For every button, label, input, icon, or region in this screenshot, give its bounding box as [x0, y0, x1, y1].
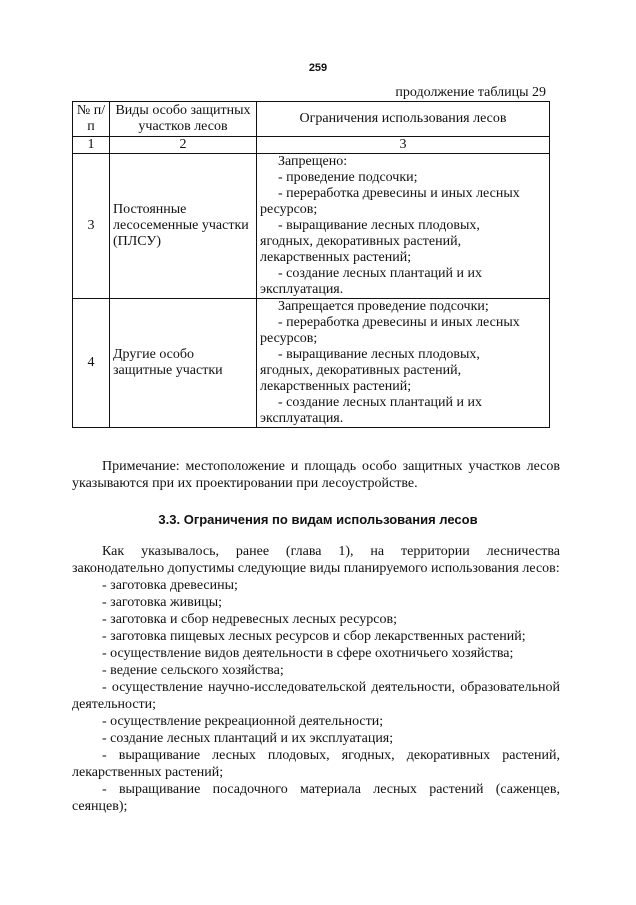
restriction-line: - создание лесных плантаций и их — [278, 266, 482, 281]
index-cell: 2 — [110, 137, 257, 154]
usage-list — [72, 577, 560, 815]
table-header-row — [73, 102, 550, 137]
header-restrictions: Ограничения использования лесов — [257, 102, 550, 137]
intro-paragraph: Как указывалось, ранее (глава 1), на территории лесничества законодательно допустимы следующие виды планируемого использования лесов: — [72, 544, 560, 576]
usage-list-item: - ведение сельского хозяйства; — [102, 663, 284, 678]
usage-list-item: - заготовка древесины; — [102, 578, 238, 593]
restriction-line: эксплуатация. — [260, 282, 344, 297]
restriction-line: - выращивание лесных плодовых, — [278, 347, 480, 362]
usage-list-item: - создание лесных плантаций и их эксплуатация; — [102, 731, 394, 746]
page-number: 259 — [308, 62, 328, 74]
area-type-cell: Постоянные лесосеменные участки (ПЛСУ) — [110, 154, 257, 299]
restriction-line: ресурсов; — [260, 331, 318, 346]
header-type: Виды особо защитных участков лесов — [110, 102, 257, 137]
usage-list-item: - заготовка живицы; — [102, 595, 223, 610]
restriction-line: Запрещено: — [278, 154, 348, 169]
usage-list-item: - осуществление рекреационной деятельности; — [102, 714, 384, 729]
restriction-line: - проведение подсочки; — [278, 170, 418, 185]
row-number-cell: 3 — [73, 154, 110, 299]
row-number-cell: 4 — [73, 299, 110, 428]
section-heading: 3.3. Ограничения по видам использования лесов — [158, 512, 478, 527]
restriction-line: - создание лесных плантаций и их — [278, 395, 482, 410]
restriction-line: ягодных, декоративных растений, — [260, 234, 462, 249]
restriction-line: ягодных, декоративных растений, — [260, 363, 462, 378]
restrictions-cell — [257, 299, 550, 428]
usage-list-item: - осуществление научно-исследовательской деятельности, образовательной деятельности; — [72, 680, 560, 712]
restriction-line: - переработка древесины и иных лесных — [278, 186, 520, 201]
usage-list-item: - осуществление видов деятельности в сфере охотничьего хозяйства; — [102, 646, 514, 661]
table-row — [73, 154, 550, 299]
header-num: № п/п — [73, 102, 110, 137]
restriction-line: лекарственных растений; — [260, 250, 412, 265]
restriction-line: ресурсов; — [260, 202, 318, 217]
restriction-line: лекарственных растений; — [260, 379, 412, 394]
index-cell: 1 — [73, 137, 110, 154]
restrictions-cell — [257, 154, 550, 299]
restriction-line: - переработка древесины и иных лесных — [278, 315, 520, 330]
usage-list-item: - выращивание посадочного материала лесных растений (саженцев, сеянцев); — [72, 782, 560, 814]
restrictions-table — [72, 101, 550, 428]
index-cell: 3 — [257, 137, 550, 154]
table-note: Примечание: местоположение и площадь особо защитных участков лесов указываются при их проектировании при лесоустройстве. — [72, 459, 560, 491]
section-body — [72, 543, 560, 815]
table-index-row — [73, 137, 550, 154]
usage-list-item: - заготовка пищевых лесных ресурсов и сбор лекарственных растений; — [102, 629, 526, 644]
table-continuation-label: продолжение таблицы 29 — [395, 85, 546, 100]
usage-list-item: - выращивание лесных плодовых, ягодных, декоративных растений, лекарственных растений; — [72, 748, 560, 780]
restriction-line: эксплуатация. — [260, 411, 344, 426]
restriction-line: Запрещается проведение подсочки; — [278, 299, 489, 314]
usage-list-item: - заготовка и сбор недревесных лесных ресурсов; — [102, 612, 397, 627]
table-row — [73, 299, 550, 428]
area-type-cell: Другие особо защитные участки — [110, 299, 257, 428]
restriction-line: - выращивание лесных плодовых, — [278, 218, 480, 233]
